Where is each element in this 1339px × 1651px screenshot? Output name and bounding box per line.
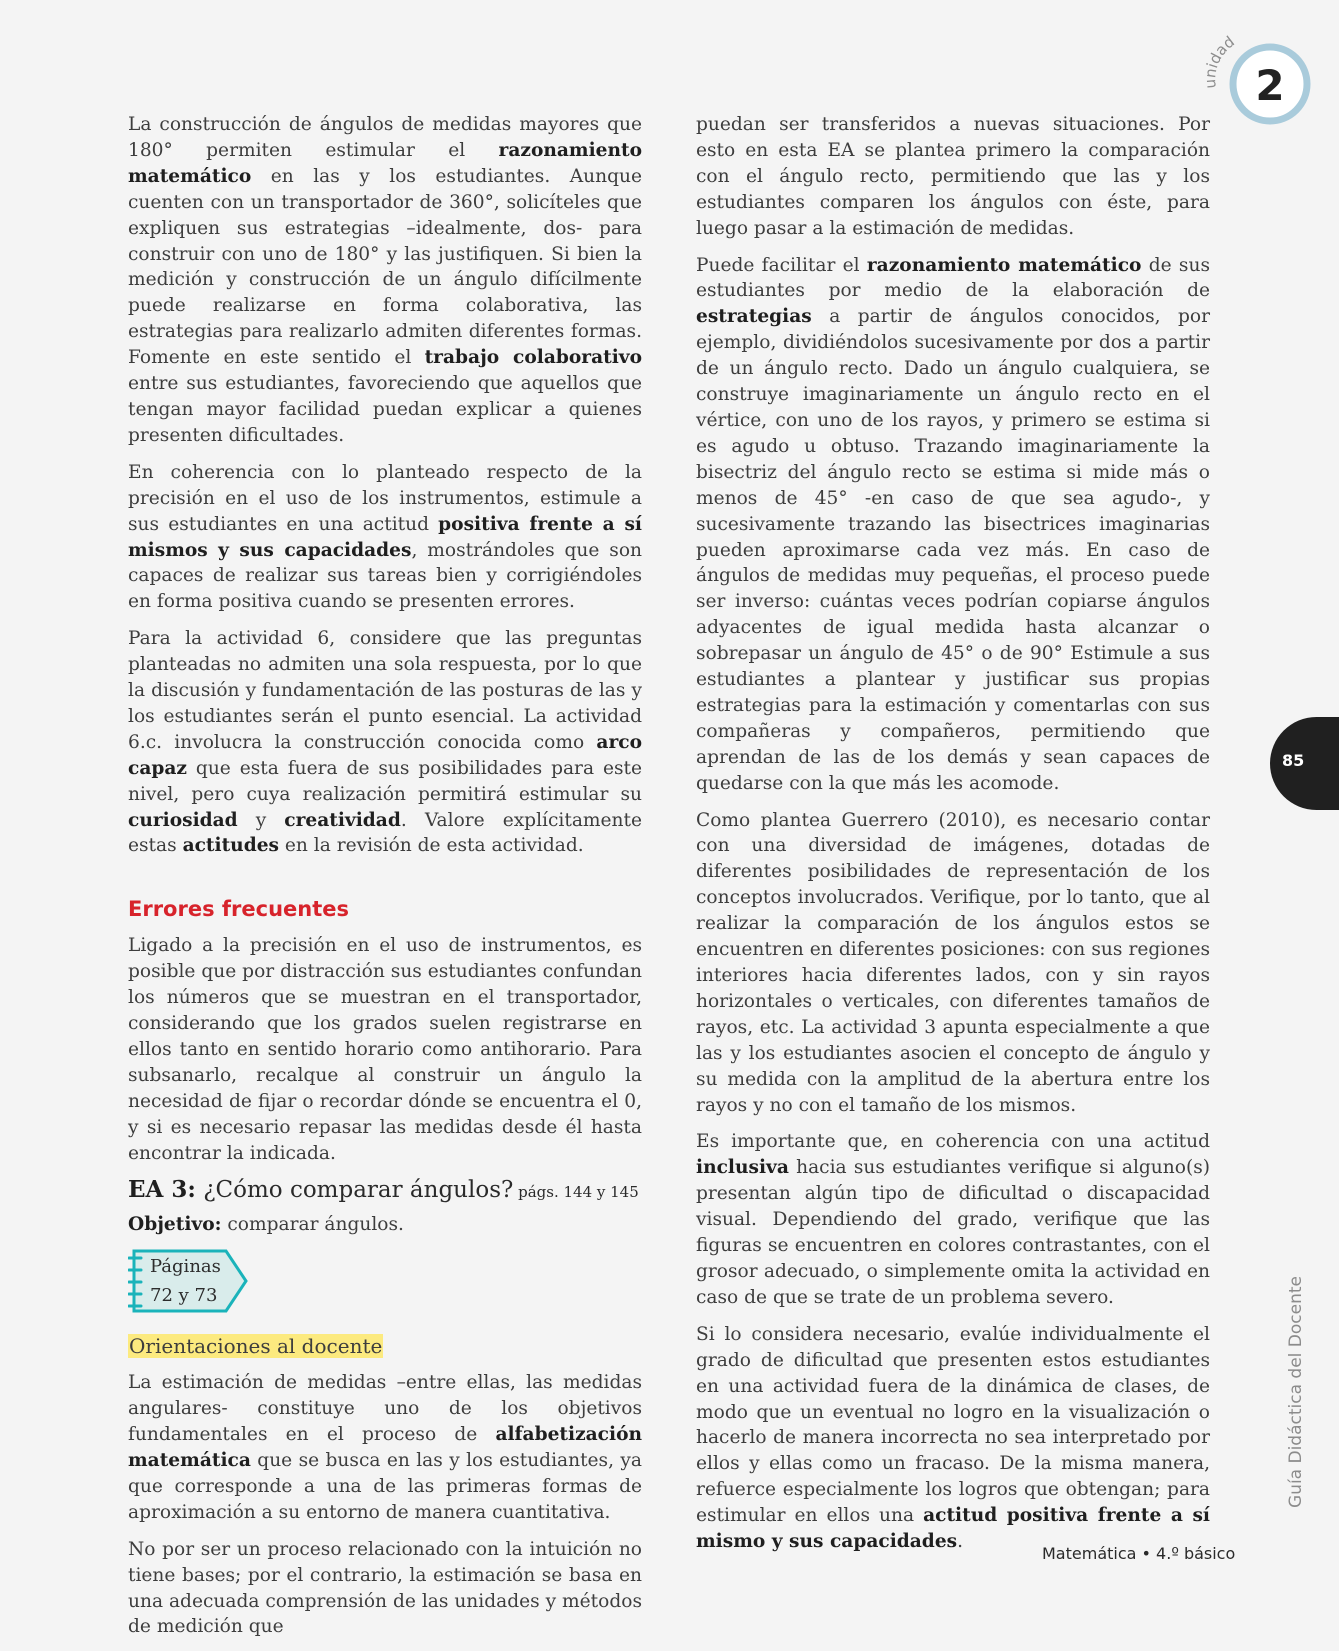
left-column	[128, 112, 642, 1651]
left-paragraph-1: La construcción de ángulos de medidas mayores que 180° permiten estimular el razonamiento matemático en las y los estudiantes. Aunque cuenten con un transportador de 360°, solicíteles que expliquen sus estrategias –idealmente, dos- para construir con uno de 180° y las justifiquen. Si bien la medición y construcción de un ángulo difícilmente puede realizarse en forma colaborativa, las estrategias para realizarlo admiten diferentes formas. Fomente en este sentido el trabajo colaborativo entre sus estudiantes, favoreciendo que aquellos que tengan mayor facilidad puedan explicar a quienes presenten dificultades.	[128, 114, 642, 446]
footer: Matemática • 4.º básico	[1042, 1544, 1236, 1563]
page-number: 85	[1282, 751, 1305, 770]
errores-paragraph: Ligado a la precisión en el uso de instrumentos, es posible que por distracción sus estudiantes confundan los números que se muestran en el transportador, considerando que los grados suelen registrarse en ellos tanto en sentido horario como antihorario. Para subsanarlo, recalque al construir un ángulo la necesidad de fijar o recordar dónde se encuentra el 0, y si es necesario repasar las medidas desde él hasta encontrar la indicada.	[128, 935, 642, 1164]
pages-tag	[128, 1248, 250, 1314]
objetivo: Objetivo: comparar ángulos.	[128, 1214, 404, 1236]
right-column	[696, 112, 1210, 1566]
right-paragraph-2: Puede facilitar el razonamiento matemático de sus estudiantes por medio de la elaboración de estrategias a partir de ángulos conocidos, por ejemplo, dividiéndolos sucesivamente por dos a partir de un ángulo recto. Dado un ángulo cualquiera, se construye imaginariamente un ángulo recto en el vértice, con uno de los rayos, y primero se estima si es agudo u obtuso. Trazando imaginariamente la bisectriz del ángulo recto se estima si mide más o menos de 45° -en caso de que sea agudo-, y sucesivamente trazando las bisectrices imaginarias pueden aproximarse cada vez más. En caso de ángulos de medidas muy pequeñas, el proceso puede ser inverso: cuántas veces podrían copiarse ángulos adyacentes de igual medida hasta alcanzar o sobrepasar un ángulo de 45° o de 90° Estimule a sus estudiantes a plantear y justificar sus propias estrategias para la estimación y comentarlas con sus compañeras y compañeros, permitiendo que aprendan de las de los demás y sean capaces de quedarse con la que más les acomode.	[696, 254, 1210, 794]
right-paragraph-5: Si lo considera necesario, evalúe individualmente el grado de dificultad que presenten estos estudiantes en una actividad fuera de la dinámica de clases, de modo que un eventual no logro en la visualización o hacerlo de manera incorrecta no sea interpretado por ellos y ellas como un fracaso. De la misma manera, refuerce especialmente los logros que obtengan; para estimular en ellos una actitud positiva frente a sí mismo y sus capacidades.	[696, 1323, 1210, 1553]
unit-label: unidad	[1201, 32, 1238, 90]
ea-title: EA 3: ¿Cómo comparar ángulos? págs. 144 y 145	[128, 1176, 639, 1204]
left-paragraph-5: La estimación de medidas –entre ellas, las medidas angulares- constituye uno de los objetivos fundamentales en el proceso de alfabetización matemática que se busca en las y los estudiantes, ya que corresponde a una de las primeras formas de aproximación a su entorno de manera cuantitativa.	[128, 1372, 642, 1523]
right-paragraph-1: puedan ser transferidos a nuevas situaciones. Por esto en esta EA se plantea primero la comparación con el ángulo recto, permitiendo que las y los estudiantes comparen los ángulos con éste, para luego pasar a la estimación de medidas.	[696, 114, 1210, 239]
pages-tag-text: Páginas 72 y 73	[150, 1256, 221, 1307]
errores-heading: Errores frecuentes	[128, 897, 350, 922]
orientaciones-heading: Orientaciones al docente	[129, 1334, 383, 1359]
right-paragraph-4: Es importante que, en coherencia con una actitud inclusiva hacia sus estudiantes verifique si alguno(s) presentan algún tipo de dificultad o discapacidad visual. Dependiendo del grado, verifique que las figuras se encuentren en colores contrastantes, con el grosor adecuado, o simplemente omita la actividad en caso de que se trate de un problema severo.	[696, 1131, 1210, 1308]
left-paragraph-3: Para la actividad 6, considere que las preguntas planteadas no admiten una sola respuesta, por lo que la discusión y fundamentación de las posturas de las y los estudiantes serán el punto esencial. La actividad 6.c. involucra la construcción conocida como arco capaz que esta fuera de sus posibilidades para este nivel, pero cuya realización permitirá estimular su curiosidad y creatividad. Valore explícitamente estas actitudes en la revisión de esta actividad.	[128, 628, 642, 857]
side-title: Guía Didáctica del Docente	[1286, 1276, 1306, 1508]
right-paragraph-3: Como plantea Guerrero (2010), es necesario contar con una diversidad de imágenes, dotadas de diferentes posibilidades de representación de los conceptos involucrados. Verifique, por lo tanto, que al realizar la comparación de los ángulos estos se encuentren en diferentes posiciones: con sus regiones interiores hacia diferentes lados, con y sin rayos horizontales o verticales, con diferentes tamaños de rayos, etc. La actividad 3 apunta especialmente a que las y los estudiantes asocien el concepto de ángulo y su medida con la amplitud de la abertura entre los rayos y no con el tamaño de los mismos.	[696, 809, 1210, 1116]
page-number-tab	[1270, 717, 1339, 810]
unit-number: 2	[1255, 61, 1285, 110]
left-paragraph-2: En coherencia con lo planteado respecto de la precisión en el uso de los instrumentos, estimule a sus estudiantes en una actitud positiva frente a sí mismos y sus capacidades, mostrándoles que son capaces de realizar sus tareas bien y corrigiéndoles en forma positiva cuando se presenten errores.	[128, 461, 642, 613]
left-paragraph-6: No por ser un proceso relacionado con la intuición no tiene bases; por el contrario, la estimación se basa en una adecuada comprensión de las unidades y métodos de medición que	[128, 1538, 642, 1638]
